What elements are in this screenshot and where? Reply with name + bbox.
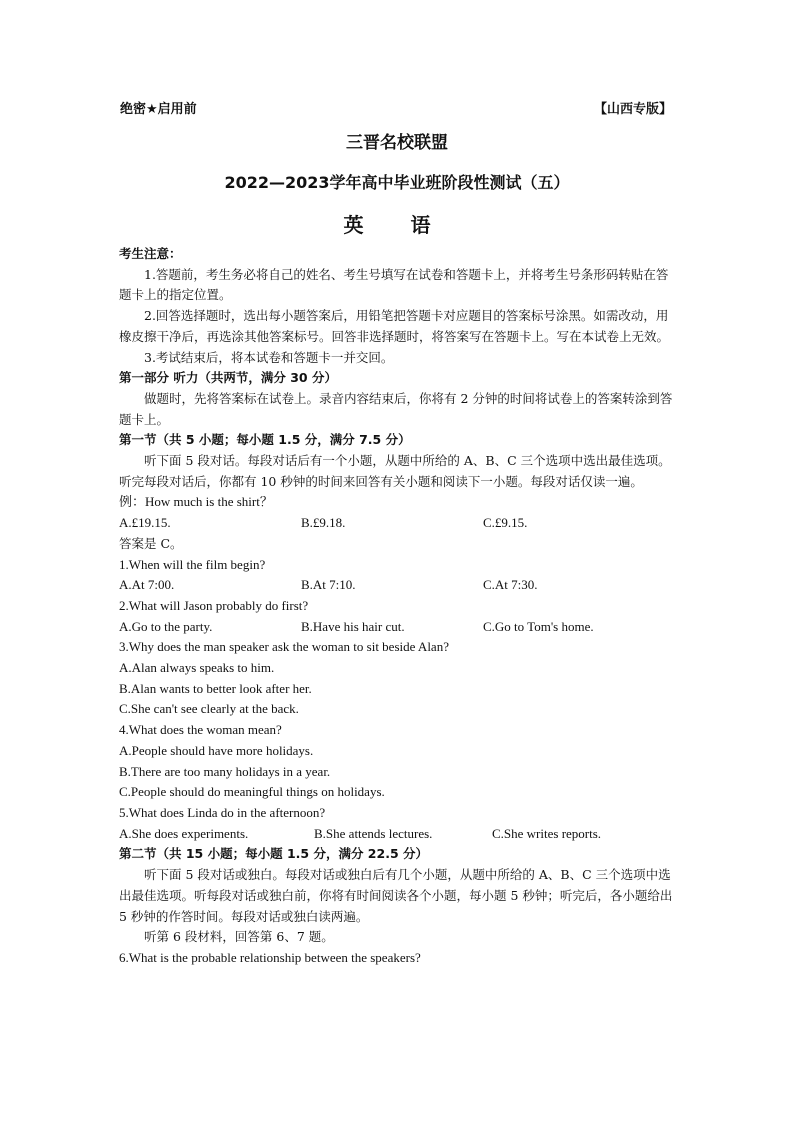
option-a: A.£19.15. [119, 515, 171, 531]
notes-heading: 考生注意： [119, 246, 182, 261]
question-1: 1.When will the film begin? [119, 556, 266, 572]
option-a: A.People should have more holidays. [119, 742, 314, 758]
option-c: C.She writes reports. [492, 825, 602, 841]
section1-intro: 听下面 5 段对话。每段对话后有一个小题，从题中所给的 A、B、C 三个选项中选出最佳选项。听完每段对话后，你都有 10 秒钟的时间来回答有关小题和阅读下一小题。每段对话仅读一遍。 [119, 453, 671, 489]
section2-heading: 第二节（共 15 小题；每小题 1.5 分，满分 22.5 分） [119, 846, 428, 862]
example-options [119, 513, 677, 534]
option-a: A.She does experiments. [119, 825, 249, 841]
part1-intro: 做题时，先将答案标在试卷上。录音内容结束后，你将有 2 分钟的时间将试卷上的答案转涂到答题卡上。 [119, 390, 673, 427]
org-title: 三晋名校联盟 [346, 133, 448, 153]
option-b: B.At 7:10. [301, 577, 356, 593]
option-b: B.£9.18. [301, 515, 346, 531]
question-4: 4.What does the woman mean? [119, 722, 282, 738]
option-c: C.£9.15. [483, 515, 528, 531]
note-item: 2.回答选择题时，选出每小题答案后，用铅笔把答题卡对应题目的答案标号涂黑。如需改动，用橡皮擦干净后，再选涂其他答案标号。回答非选择题时，将答案写在答题卡上。写在本试卷上无效。 [119, 308, 670, 344]
option-c: C.Go to Tom's home. [483, 618, 594, 634]
exam-title: 2022—2023学年高中毕业班阶段性测试（五） [224, 173, 570, 192]
option-c: C.At 7:30. [483, 577, 538, 593]
question-2-options [119, 617, 677, 638]
section1-heading: 第一节（共 5 小题；每小题 1.5 分，满分 7.5 分） [119, 432, 411, 448]
example-question: 例：How much is the shirt？ [119, 494, 273, 510]
section2-intro: 听下面 5 段对话或独白。每段对话或独白后有几个小题，从题中所给的 A、B、C 三个选项中选出最佳选项。听每段对话或独白前，你将有时间阅读各个小题，每小题 5 秒钟；听完后，各小题给出 5 秒钟的作答时间。每段对话或独白读两遍。 [119, 867, 673, 924]
option-b: B.There are too many holidays in a year. [119, 763, 331, 779]
question-1-options [119, 575, 677, 596]
question-2: 2.What will Jason probably do first? [119, 597, 309, 613]
part1-heading: 第一部分 听力（共两节，满分 30 分） [119, 370, 337, 386]
note-item: 3.考试结束后，将本试卷和答题卡一并交回。 [144, 349, 394, 365]
subject-title: 英 语 [343, 213, 451, 237]
option-a: A.Alan always speaks to him. [119, 660, 275, 676]
option-b: B.She attends lectures. [314, 825, 433, 841]
material-note: 听第 6 段材料，回答第 6、7 题。 [144, 929, 334, 945]
question-5-options [119, 824, 677, 845]
confidential-label: 绝密★启用前 [120, 102, 197, 117]
question-6: 6.What is the probable relationship between the speakers? [119, 949, 421, 965]
example-answer: 答案是 C。 [119, 535, 183, 551]
question-3: 3.Why does the man speaker ask the woman to sit beside Alan? [119, 639, 449, 655]
option-c: C.People should do meaningful things on holidays. [119, 784, 385, 800]
question-5: 5.What does Linda do in the afternoon? [119, 804, 326, 820]
option-c: C.She can't see clearly at the back. [119, 701, 299, 717]
option-b: B.Alan wants to better look after her. [119, 680, 312, 696]
exam-body [119, 244, 677, 969]
edition-label: 【山西专版】 [593, 102, 672, 117]
option-a: A.At 7:00. [119, 577, 175, 593]
note-item: 1.答题前，考生务必将自己的姓名、考生号填写在试卷和答题卡上，并将考生号条形码转贴在答题卡上的指定位置。 [119, 266, 669, 303]
option-a: A.Go to the party. [119, 618, 213, 634]
option-b: B.Have his hair cut. [301, 618, 405, 634]
